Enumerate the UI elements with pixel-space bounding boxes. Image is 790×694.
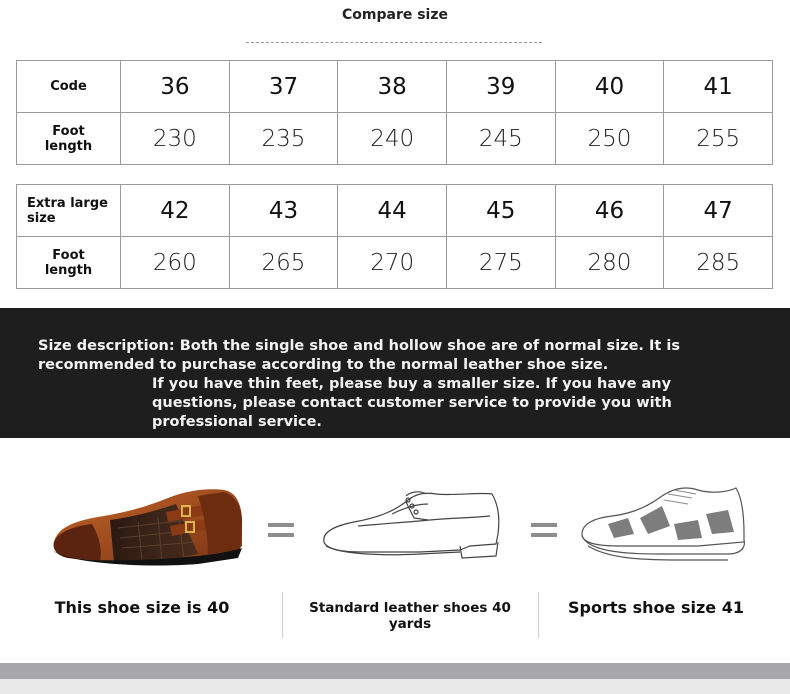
bottom-divider <box>0 663 790 679</box>
length-cell: 275 <box>446 237 555 289</box>
equals-icon <box>268 523 294 539</box>
row-label-code: Code <box>17 61 121 113</box>
table-row <box>17 113 773 165</box>
length-cell: 230 <box>121 113 230 165</box>
caption-sports-shoe: Sports shoe size 41 <box>568 598 744 617</box>
size-description-text: Size description: Both the single shoe and hollow shoe are of normal size. It is recommended to purchase according to the normal leather shoe size. <box>38 338 680 373</box>
length-cell: 260 <box>121 237 230 289</box>
leather-shoe-outline-icon <box>320 488 504 562</box>
caption-standard-leather: Standard leather shoes 40 yards <box>309 600 511 632</box>
size-cell: 44 <box>338 185 447 237</box>
row-label-foot-length <box>17 237 121 289</box>
size-cell: 40 <box>555 61 664 113</box>
length-cell: 245 <box>446 113 555 165</box>
size-table-extra-large <box>16 184 773 289</box>
caption-divider <box>538 592 539 638</box>
caption-divider <box>282 592 283 638</box>
size-cell: 41 <box>664 61 773 113</box>
length-cell: 285 <box>664 237 773 289</box>
row-label-line: Foot <box>52 247 85 263</box>
size-cell: 36 <box>121 61 230 113</box>
length-cell: 250 <box>555 113 664 165</box>
row-label-line: length <box>44 262 93 278</box>
size-cell: 38 <box>338 61 447 113</box>
length-cell: 280 <box>555 237 664 289</box>
bottom-strip <box>0 679 790 694</box>
row-label-line: Extra large <box>27 195 108 211</box>
length-cell: 240 <box>338 113 447 165</box>
table-row <box>17 237 773 289</box>
size-cell: 42 <box>121 185 230 237</box>
table-row <box>17 185 773 237</box>
title-divider <box>246 42 542 43</box>
row-label-foot-length <box>17 113 121 165</box>
size-cell: 46 <box>555 185 664 237</box>
row-label-line: Foot <box>52 123 85 139</box>
caption-this-shoe: This shoe size is 40 <box>54 598 230 617</box>
monk-strap-shoe-image <box>48 484 246 570</box>
size-table-regular <box>16 60 773 165</box>
length-cell: 255 <box>664 113 773 165</box>
row-label-line: size <box>27 210 56 226</box>
size-cell: 43 <box>229 185 338 237</box>
page-title: Compare size <box>342 7 448 23</box>
row-label-line: length <box>44 138 93 154</box>
table-row <box>17 61 773 113</box>
length-cell: 235 <box>229 113 338 165</box>
equals-icon <box>531 523 557 539</box>
size-cell: 37 <box>229 61 338 113</box>
length-cell: 270 <box>338 237 447 289</box>
size-cell: 47 <box>664 185 773 237</box>
length-cell: 265 <box>229 237 338 289</box>
row-label-extra-large-size <box>17 185 121 237</box>
size-description-banner <box>0 308 790 438</box>
size-cell: 39 <box>446 61 555 113</box>
size-cell: 45 <box>446 185 555 237</box>
sneaker-outline-icon <box>578 484 748 564</box>
size-advice-text: If you have thin feet, please buy a smaller size. If you have any questions, please contact customer service to provide you with professional service. <box>152 376 672 430</box>
